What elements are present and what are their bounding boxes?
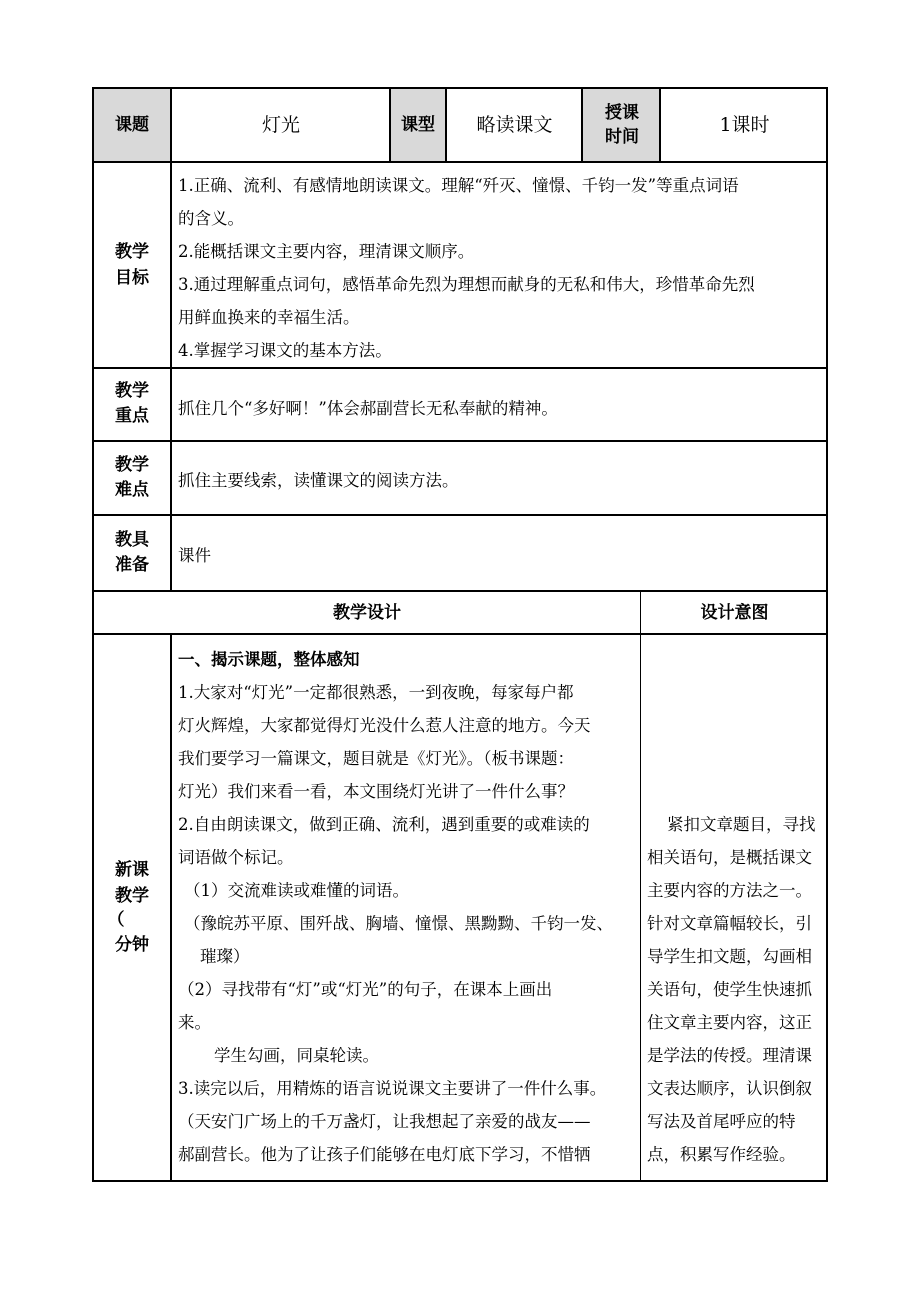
materials-text: 课件 [178, 546, 211, 565]
section-label-line-2: 教学 [115, 886, 149, 906]
objective-line: 1.正确、流利、有感情地朗读课文。理解“歼灭、憧憬、千钧一发”等重点词语 [178, 176, 739, 195]
design-line: 来。 [178, 1013, 211, 1032]
intent-line: 写法及首尾呼应的特 [647, 1112, 796, 1131]
design-line: （天安门广场上的千万盏灯，让我想起了亲爱的战友—— [178, 1112, 591, 1131]
time-value: 1课时 [719, 114, 770, 136]
objective-line: 2.能概括课文主要内容，理清课文顺序。 [178, 242, 475, 261]
intent-line: 主要内容的方法之一。 [647, 881, 812, 900]
design-line: 灯火辉煌，大家都觉得灯光没什么惹人注意的地方。今天 [178, 716, 591, 735]
materials-label-line-2: 准备 [115, 555, 149, 575]
section-label-line-1: 新课 [115, 860, 149, 880]
objective-line: 的含义。 [178, 209, 244, 228]
time-label-line-2: 时间 [605, 127, 639, 147]
intent-line: 文表达顺序，认识倒叙 [647, 1079, 812, 1098]
type-label: 课型 [401, 115, 435, 135]
key-points-label-line-1: 教学 [115, 381, 149, 401]
intent-line: 导学生扣文题，勾画相 [647, 947, 812, 966]
topic-label: 课题 [115, 115, 149, 135]
section-label-line-3: （ [107, 910, 125, 930]
design-line: 郝副营长。他为了让孩子们能够在电灯底下学习，不惜牺 [178, 1145, 591, 1164]
design-line: （豫皖苏平原、围歼战、胸墙、憧憬、黑黝黝、千钧一发、 [184, 914, 613, 933]
objectives-label-line-2: 目标 [115, 268, 149, 288]
objective-line: 3.通过理解重点词句，感悟革命先烈为理想而献身的无私和伟大，珍惜革命先烈 [178, 275, 755, 294]
intent-line: 关语句，使学生快速抓 [647, 980, 812, 999]
design-content [178, 643, 613, 1171]
intent-line: 紧扣文章题目，寻找 [667, 815, 816, 834]
design-line: （2）寻找带有“灯”或“灯光”的句子，在课本上画出 [178, 980, 553, 999]
topic-value: 灯光 [261, 114, 300, 136]
column-divider [170, 87, 172, 591]
objectives-label-line-1: 教学 [115, 242, 149, 262]
design-line: 1.大家对“灯光”一定都很熟悉，一到夜晚，每家每户都 [178, 683, 574, 702]
intent-line: 点，积累写作经验。 [647, 1145, 796, 1164]
column-divider [640, 591, 641, 1182]
design-line: 我们要学习一篇课文，题目就是《灯光》。（板书课题： [178, 749, 574, 768]
intent-header: 设计意图 [700, 603, 769, 623]
design-line: 学生勾画，同桌轮读。 [214, 1046, 379, 1065]
row-divider [92, 514, 828, 516]
objectives-list [178, 169, 755, 367]
design-line: 璀璨） [200, 947, 250, 966]
section-label-line-4: 分钟 [115, 935, 149, 955]
design-header: 教学设计 [333, 603, 401, 623]
row-divider [92, 633, 828, 635]
materials-label-line-1: 教具 [115, 530, 149, 550]
objective-line: 4.掌握学习课文的基本方法。 [178, 341, 392, 360]
design-line: 词语做个标记。 [178, 848, 294, 867]
design-intent [647, 808, 827, 1171]
row-divider [92, 590, 828, 592]
intent-line: 住文章主要内容，这正 [647, 1013, 812, 1032]
objective-line: 用鲜血换来的幸福生活。 [178, 308, 360, 327]
key-points-text: 抓住几个“多好啊！”体会郝副营长无私奉献的精神。 [178, 399, 558, 418]
design-line: 3.读完以后，用精炼的语言说说课文主要讲了一件什么事。 [178, 1079, 607, 1098]
time-label-line-1: 授课 [605, 103, 639, 123]
design-heading: 一、揭示课题，整体感知 [178, 650, 360, 669]
difficulties-label-line-2: 难点 [115, 480, 149, 500]
design-line: 灯光）我们来看一看，本文围绕灯光讲了一件什么事？ [178, 782, 574, 801]
row-divider [92, 161, 828, 163]
intent-line: 相关语句，是概括课文 [647, 848, 812, 867]
key-points-label-line-2: 重点 [115, 406, 149, 426]
type-value: 略读课文 [476, 114, 553, 136]
difficulties-text: 抓住主要线索，读懂课文的阅读方法。 [178, 471, 459, 490]
intent-line: 针对文章篇幅较长，引 [647, 914, 812, 933]
design-line: 2.自由朗读课文，做到正确、流利，遇到重要的或难读的 [178, 815, 590, 834]
difficulties-label-line-1: 教学 [115, 455, 149, 475]
row-divider [92, 367, 828, 369]
row-divider [92, 440, 828, 442]
design-line: （1）交流难读或难懂的词语。 [184, 881, 409, 900]
intent-line: 是学法的传授。理清课 [647, 1046, 812, 1065]
